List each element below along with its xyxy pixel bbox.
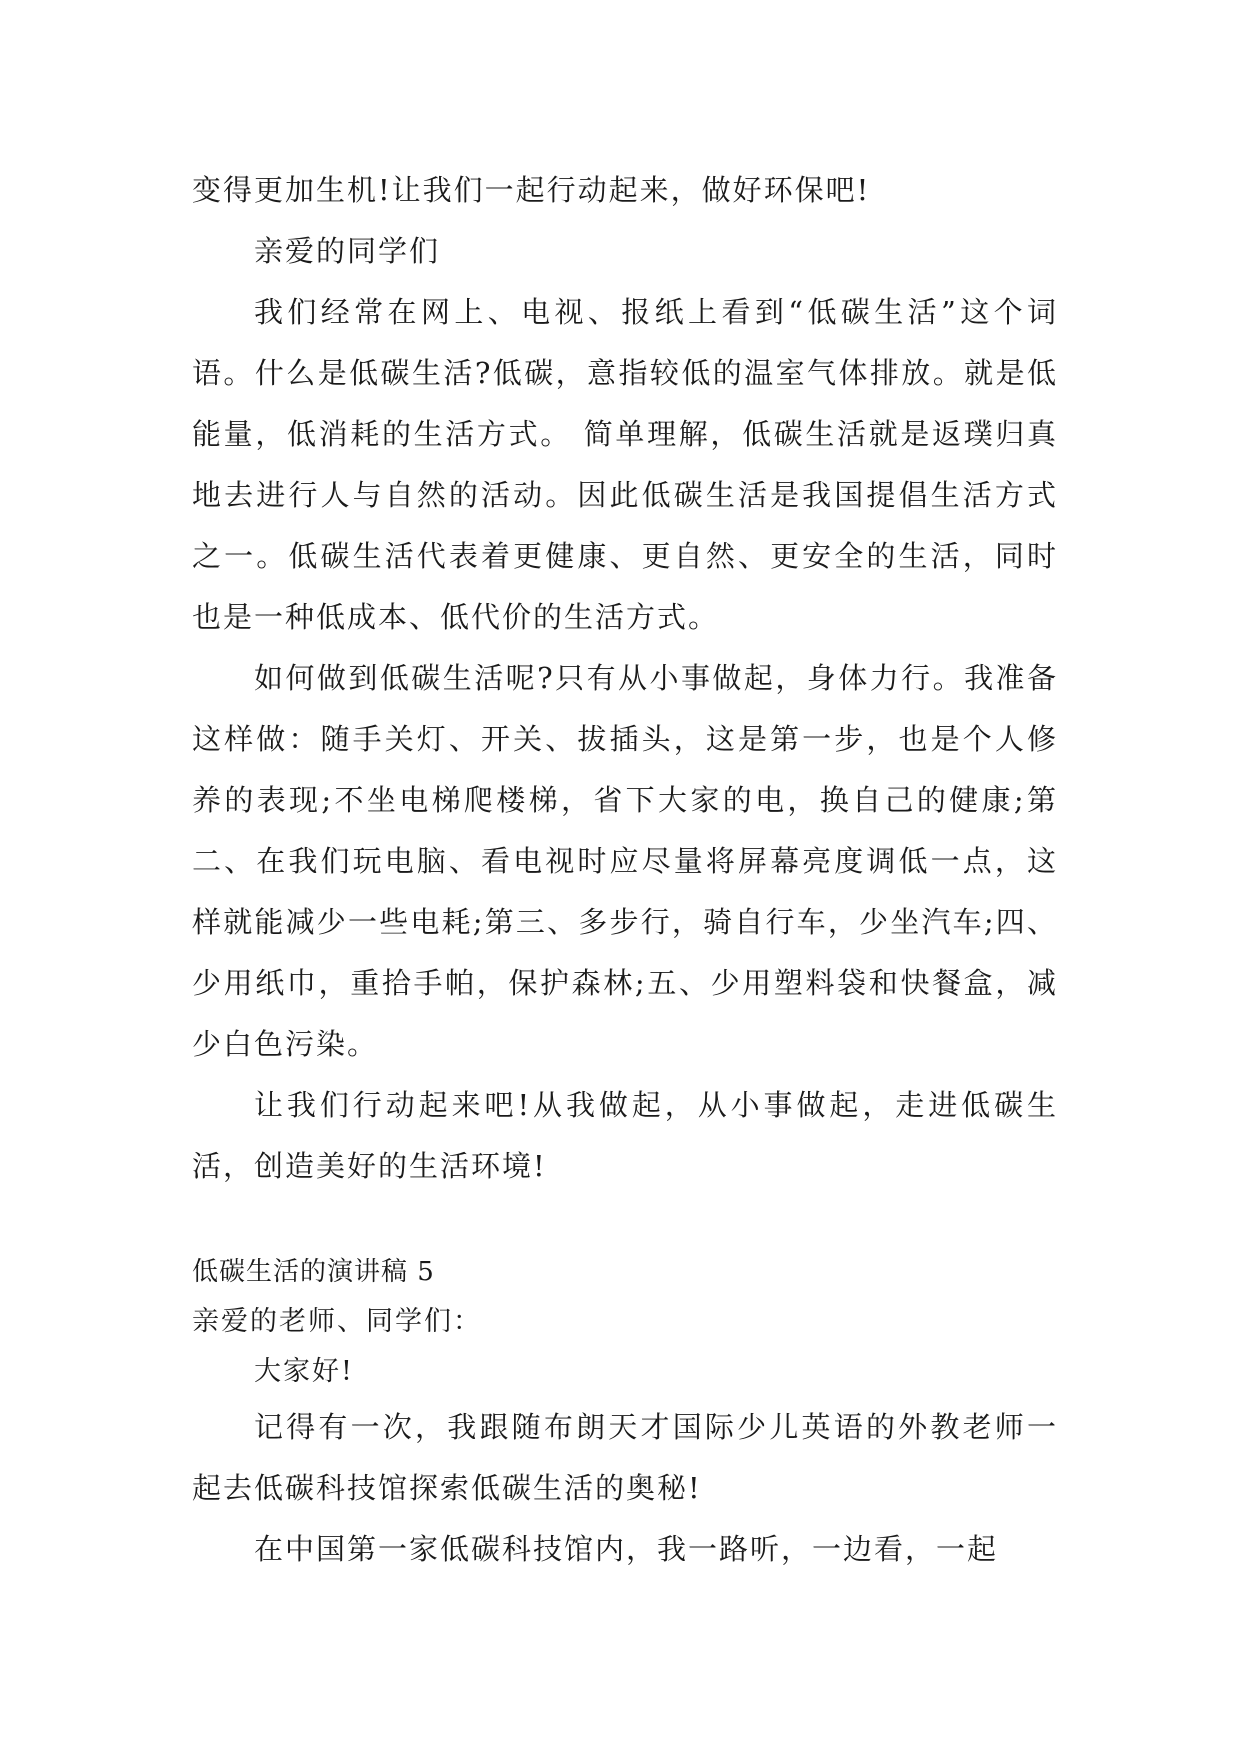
paragraph: 如何做到低碳生活呢?只有从小事做起，身体力行。我准备这样做：随手关灯、开关、拔插头，这是第一步，也是个人修养的表现;不坐电梯爬楼梯，省下大家的电，换自己的健康;第二、在我们玩电脑、看电视时应尽量将屏幕亮度调低一点，这样就能减少一些电耗;第三、多步行，骑自行车，少坐汽车;四、少用纸巾，重拾手帕，保护森林;五、少用塑料袋和快餐盒，减少白色污染。 (192, 661, 1058, 1061)
paragraph: 让我们行动起来吧!从我做起，从小事做起，走进低碳生活，创造美好的生活环境! (192, 1088, 1058, 1183)
paragraph: 在中国第一家低碳科技馆内，我一路听，一边看，一起 (254, 1532, 999, 1566)
paragraph: 变得更加生机!让我们一起行动起来，做好环保吧! (192, 173, 871, 207)
salutation: 亲爱的老师、同学们： (192, 1306, 482, 1337)
section-spacer (192, 1197, 1058, 1247)
greeting: 大家好! (254, 1356, 354, 1387)
paragraph: 记得有一次，我跟随布朗天才国际少儿英语的外教老师一起去低碳科技馆探索低碳生活的奥秘! (192, 1410, 1058, 1505)
paragraph: 我们经常在网上、电视、报纸上看到“低碳生活”这个词语。什么是低碳生活?低碳，意指较低的温室气体排放。就是低能量，低消耗的生活方式。 简单理解，低碳生活就是返璞归真地去进行人与自然的活动。因此低碳生活是我国提倡生活方式之一。低碳生活代表着更健康、更自然、更安全的生活，同时也是一种低成本、低代价的生活方式。 (192, 295, 1058, 634)
paragraph: 亲爱的同学们 (254, 234, 441, 268)
section-title: 低碳生活的演讲稿 5 (192, 1257, 435, 1287)
document-body (192, 160, 1058, 1580)
